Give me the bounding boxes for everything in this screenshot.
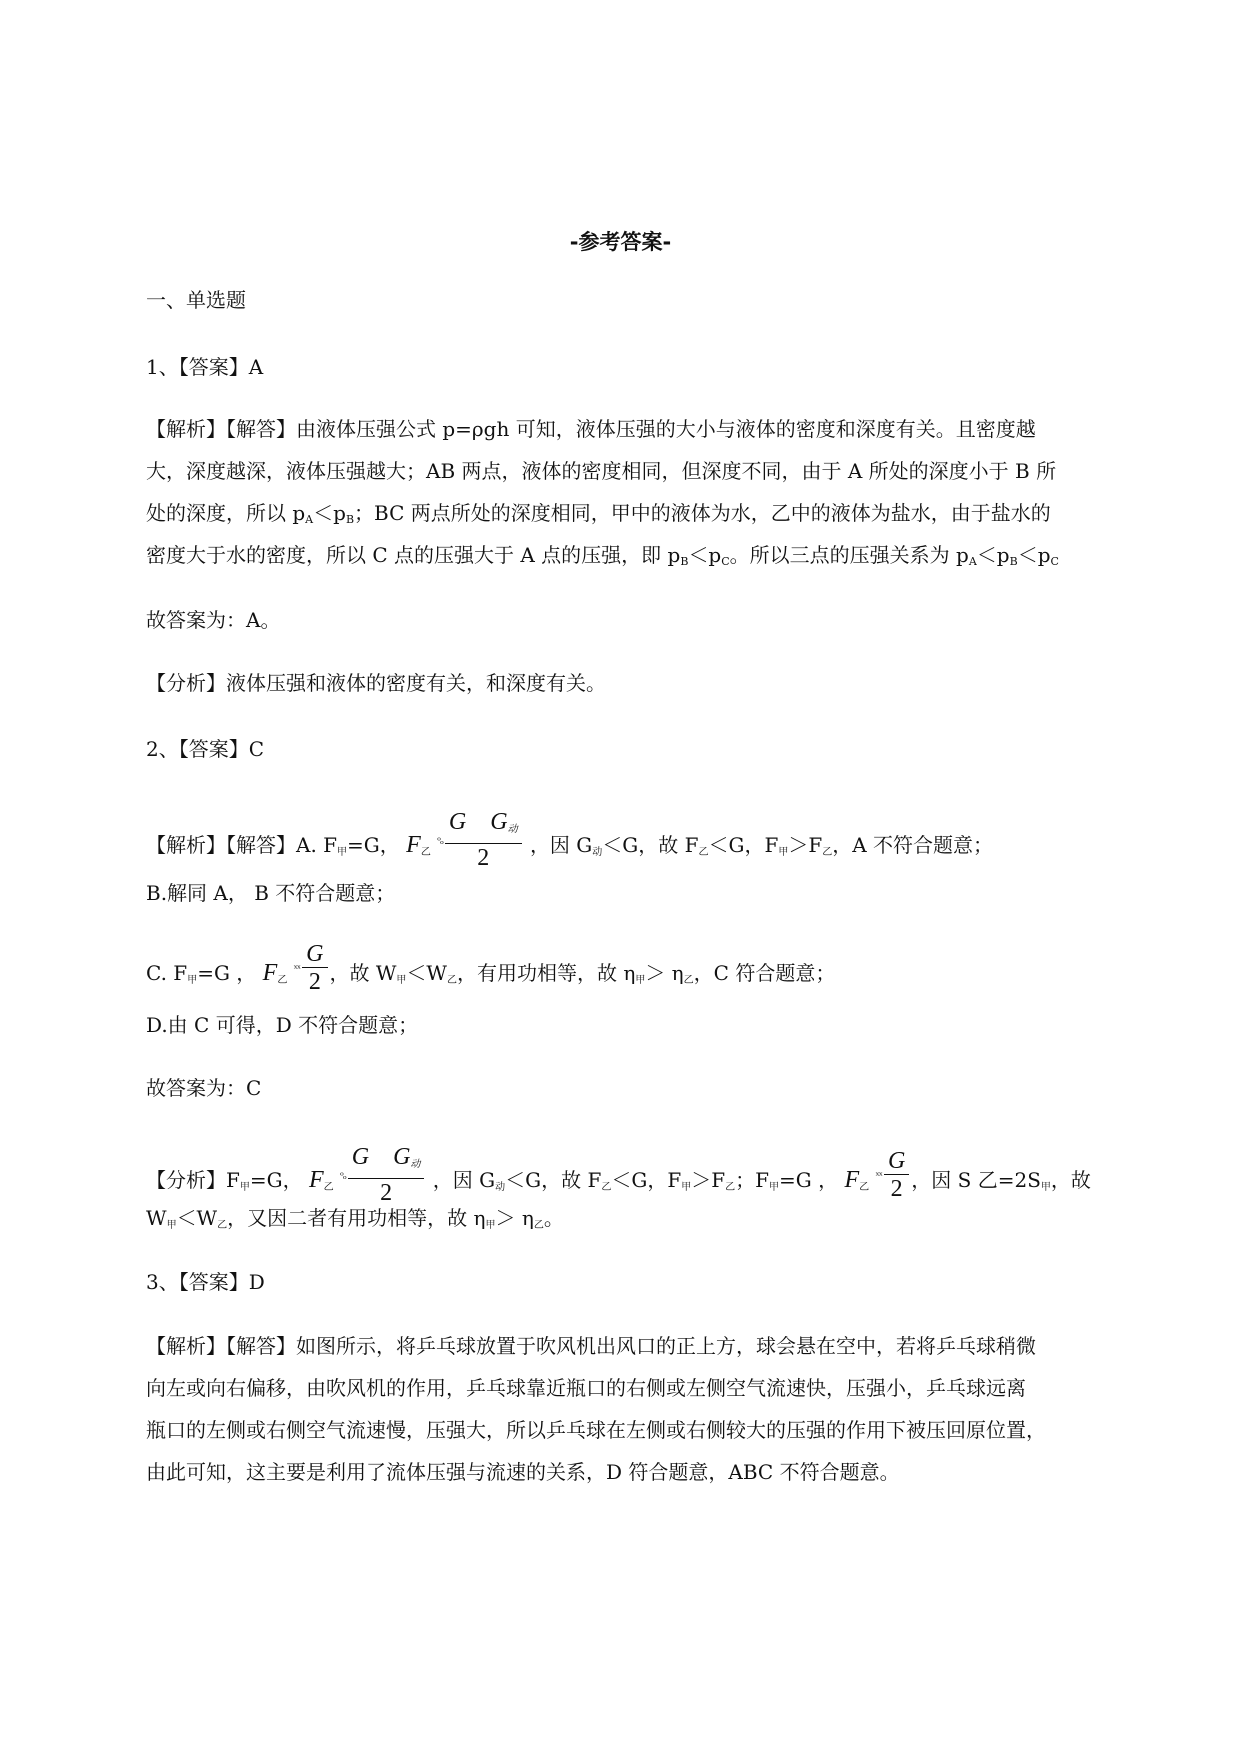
- subscript: 甲: [239, 1182, 250, 1193]
- subscript: 乙: [822, 847, 833, 858]
- math-f: F: [844, 1167, 860, 1193]
- subscript: 乙: [859, 1182, 870, 1193]
- text: 处的深度，所以 p: [146, 501, 306, 525]
- q2-explanation-b: B.解同 A， B 不符合题意；: [146, 881, 396, 905]
- q1-explanation-line-1: [146, 419, 1170, 439]
- fraction: [445, 809, 522, 872]
- numerator-g: G: [351, 1144, 370, 1170]
- numerator-g: G: [306, 941, 324, 967]
- text: ＜W: [406, 961, 447, 985]
- text: ＜G，故 F: [602, 833, 699, 857]
- text: ，因 G: [432, 1168, 496, 1192]
- q1-explanation-line-2: 大，深度越深，液体压强越大；AB 两点，液体的密度相同，但深度不同，由于 A 所处的深度小于 B 所: [146, 459, 1057, 483]
- subscript: 乙: [683, 975, 694, 986]
- subscript: 乙: [533, 1220, 544, 1231]
- subscript: 动: [507, 824, 518, 835]
- math-f: F: [308, 1167, 324, 1193]
- subscript: 乙: [446, 975, 457, 986]
- text: ＜G，故 F: [505, 1168, 602, 1192]
- text: ＜p: [313, 501, 346, 525]
- subscript: 动: [592, 847, 603, 858]
- subscript: A: [305, 513, 314, 526]
- subscript: 乙: [420, 847, 431, 858]
- q3-explanation-line-4: 由此可知，这主要是利用了流体压强与流速的关系，D 符合题意，ABC 不符合题意。: [146, 1460, 900, 1484]
- text: 【分析】F: [146, 1168, 240, 1192]
- subscript: 甲: [187, 975, 198, 986]
- text: =G，: [249, 1168, 303, 1192]
- text: ＜W: [176, 1206, 218, 1230]
- q1-conclusion: 故答案为：A。: [146, 608, 281, 632]
- q1-explanation-line-3: [146, 503, 1051, 525]
- subscript: 甲: [778, 847, 789, 858]
- numerator-g: G: [448, 809, 467, 835]
- text: ＞F: [788, 833, 823, 857]
- text: ＜G，F: [708, 833, 779, 857]
- q2-answer: 2、【答案】C: [146, 737, 265, 761]
- garbled-symbol: ˣˣ: [875, 1171, 882, 1182]
- text: ＞F: [691, 1168, 726, 1192]
- subscript: 乙: [601, 1182, 612, 1193]
- text: 。所以三点的压强关系为 p: [729, 543, 969, 567]
- subscript: 甲: [768, 1182, 779, 1193]
- subscript: 乙: [698, 847, 709, 858]
- section-heading: 一、单选题: [146, 288, 246, 312]
- subscript: 乙: [277, 975, 288, 986]
- text: 【解析】【解答】由液体压强公式 p=ρgh 可知，液体压强的大小与液体的密度和深度有关。且密度越: [146, 417, 1036, 441]
- math-f: F: [262, 960, 278, 986]
- q2-explanation-a: [146, 809, 994, 878]
- numerator-g: G: [887, 1148, 906, 1174]
- math-f: F: [406, 832, 421, 858]
- denominator: 2: [890, 1176, 903, 1202]
- subscript: 甲: [485, 1220, 496, 1231]
- text: ＜G，F: [611, 1168, 682, 1192]
- q1-explanation-line-4: [146, 545, 1059, 567]
- text: 密度大于水的密度，所以 C 点的压强大于 A 点的压强，即 p: [146, 543, 681, 567]
- subscript: 甲: [681, 1182, 692, 1193]
- q2-explanation-d: D.由 C 可得，D 不符合题意；: [146, 1013, 419, 1037]
- q3-answer: 3、【答案】D: [146, 1270, 265, 1294]
- text: ；BC 两点所处的深度相同，甲中的液体为水，乙中的液体为盐水，由于盐水的: [354, 501, 1051, 525]
- subscript: 甲: [337, 847, 348, 858]
- text: ，有用功相等，故 η: [456, 961, 636, 985]
- text: W: [146, 1206, 167, 1230]
- text: ，因 S 乙=2S: [911, 1168, 1041, 1192]
- q2-analysis-line-1: [146, 1144, 1091, 1213]
- text: 。: [543, 1206, 564, 1230]
- subscript: 甲: [396, 975, 407, 986]
- subscript: 动: [495, 1182, 506, 1193]
- text: ＜p: [688, 543, 722, 567]
- subscript: 乙: [217, 1220, 228, 1231]
- q2-analysis-line-2: [146, 1208, 564, 1231]
- fraction: [302, 941, 327, 996]
- q2-explanation-c: [146, 941, 836, 1002]
- text: ＜p: [976, 543, 1010, 567]
- subscript: 乙: [323, 1182, 334, 1193]
- denominator: 2: [308, 969, 321, 995]
- subscript: 甲: [635, 975, 646, 986]
- text: ＞ η: [495, 1206, 534, 1230]
- fraction: [348, 1144, 425, 1207]
- q3-explanation-line-1: 【解析】【解答】如图所示，将乒乓球放置于吹风机出风口的正上方，球会悬在空中，若将乒乓球稍微: [146, 1334, 1036, 1358]
- q1-analysis: 【分析】液体压强和液体的密度有关，和深度有关。: [146, 671, 606, 695]
- text: ，C 符合题意；: [693, 961, 836, 985]
- text: ＞ η: [645, 961, 684, 985]
- subscript: C: [721, 555, 730, 568]
- garbled-symbol: ᵒₒ: [437, 836, 443, 847]
- text: ，故 W: [329, 961, 397, 985]
- q2-conclusion: 故答案为：C: [146, 1076, 262, 1100]
- q1-answer: 1、【答案】A: [146, 355, 264, 379]
- text: =G ，: [778, 1168, 839, 1192]
- q3-explanation-line-2: 向左或向右偏移，由吹风机的作用，乒乓球靠近瓶口的右侧或左侧空气流速快，压强小，乒乓球远离: [146, 1376, 1026, 1400]
- subscript: B: [680, 555, 689, 568]
- subscript: A: [968, 555, 977, 568]
- page-title: -参考答案-: [569, 230, 672, 254]
- text: ＜p: [1017, 543, 1051, 567]
- subscript: 动: [410, 1159, 421, 1170]
- subscript: 甲: [166, 1220, 177, 1231]
- denominator: 2: [477, 845, 490, 871]
- subscript: B: [1009, 555, 1018, 568]
- subscript: C: [1050, 555, 1059, 568]
- denominator: 2: [380, 1180, 393, 1206]
- q3-explanation-line-3: 瓶口的左侧或右侧空气流速慢，压强大，所以乒乓球在左侧或右侧较大的压强的作用下被压回原位置，: [146, 1418, 1046, 1442]
- garbled-symbol: ᵒₒ: [340, 1171, 346, 1182]
- subscript: B: [345, 513, 355, 526]
- subscript: 甲: [1040, 1182, 1051, 1193]
- numerator-gdong: G: [393, 1144, 411, 1170]
- fraction: [884, 1148, 909, 1203]
- garbled-symbol: ˣˣ: [293, 964, 301, 975]
- text: =G ，: [197, 961, 257, 985]
- text: C. F: [146, 961, 188, 985]
- text: ，故: [1050, 1168, 1091, 1192]
- text: ；F: [735, 1168, 769, 1192]
- text: 【解析】【解答】A. F: [146, 833, 338, 857]
- text: ，A 不符合题意；: [832, 833, 994, 857]
- subscript: 乙: [725, 1182, 736, 1193]
- text: ，因 G: [529, 833, 593, 857]
- text: ，又因二者有用功相等，故 η: [227, 1206, 486, 1230]
- text: =G，: [347, 833, 400, 857]
- numerator-gdong: G: [490, 809, 508, 835]
